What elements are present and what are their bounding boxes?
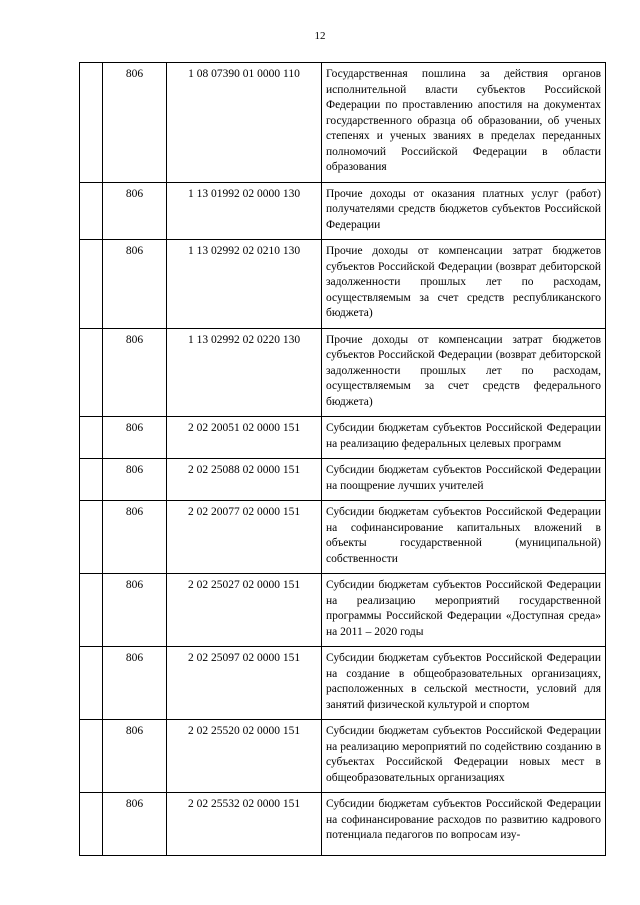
revenue-name-cell: Прочие доходы от компенсации затрат бюджетов субъектов Российской Федерации (возврат дебиторской задолженности прошлых лет по расходам, осуществляемым за счет средств федерального бюджета) [322,328,606,417]
revenue-code-cell: 1 13 02992 02 0220 130 [167,328,322,417]
admin-code-cell: 806 [103,63,167,183]
revenue-codes-table [79,62,606,856]
table-row [80,501,606,574]
revenue-name-cell: Прочие доходы от оказания платных услуг (работ) получателями средств бюджетов субъектов Российской Федерации [322,182,606,240]
revenue-name-cell: Субсидии бюджетам субъектов Российской Федерации на поощрение лучших учителей [322,459,606,501]
table-row [80,182,606,240]
blank-cell [80,501,103,574]
blank-cell [80,459,103,501]
admin-code-cell: 806 [103,574,167,647]
revenue-code-cell: 2 02 25027 02 0000 151 [167,574,322,647]
admin-code-cell: 806 [103,182,167,240]
revenue-name-cell: Субсидии бюджетам субъектов Российской Федерации на реализацию мероприятий по содействию созданию в субъектах Российской Федерации новых мест в общеобразовательных организациях [322,720,606,793]
table-row [80,328,606,417]
revenue-code-cell: 2 02 25097 02 0000 151 [167,647,322,720]
revenue-code-cell: 2 02 20051 02 0000 151 [167,417,322,459]
revenue-code-cell: 2 02 25520 02 0000 151 [167,720,322,793]
revenue-code-cell: 2 02 25088 02 0000 151 [167,459,322,501]
revenue-name-cell [322,793,606,856]
blank-cell [80,63,103,183]
table-row [80,240,606,329]
admin-code-cell: 806 [103,459,167,501]
admin-code-cell: 806 [103,240,167,329]
revenue-name-cell: Субсидии бюджетам субъектов Российской Федерации на создание в общеобразовательных организациях, расположенных в сельской местности, условий для занятий физической культурой и спортом [322,647,606,720]
admin-code-cell: 806 [103,647,167,720]
table-row [80,63,606,183]
blank-cell [80,574,103,647]
blank-cell [80,328,103,417]
admin-code-cell: 806 [103,793,167,856]
blank-cell [80,417,103,459]
table-row [80,647,606,720]
table-row [80,417,606,459]
page-number: 12 [314,30,326,42]
blank-cell [80,182,103,240]
table-row [80,720,606,793]
revenue-name-cell: Субсидии бюджетам субъектов Российской Федерации на софинансирование капитальных вложений в объекты государственной (муниципальной) собственности [322,501,606,574]
revenue-code-cell: 1 13 02992 02 0210 130 [167,240,322,329]
revenue-code-cell: 2 02 20077 02 0000 151 [167,501,322,574]
blank-cell [80,647,103,720]
admin-code-cell: 806 [103,501,167,574]
admin-code-cell: 806 [103,720,167,793]
revenue-code-cell: 1 13 01992 02 0000 130 [167,182,322,240]
revenue-code-cell: 1 08 07390 01 0000 110 [167,63,322,183]
revenue-code-cell: 2 02 25532 02 0000 151 [167,793,322,856]
table-row [80,459,606,501]
revenue-name-cell: Государственная пошлина за действия органов исполнительной власти субъектов Российской Федерации по проставлению апостиля на документах государственного образца об образовании, об ученых степенях и ученых званиях в пределах переданных полномочий Российской Федерации в области образования [322,63,606,183]
table-row [80,574,606,647]
admin-code-cell: 806 [103,328,167,417]
admin-code-cell: 806 [103,417,167,459]
revenue-name-cell: Субсидии бюджетам субъектов Российской Федерации на реализацию мероприятий государственной программы Российской Федерации «Доступная среда» на 2011 – 2020 годы [322,574,606,647]
blank-cell [80,720,103,793]
blank-cell [80,793,103,856]
table-row [80,793,606,856]
revenue-name-text: Субсидии бюджетам субъектов Российской Федерации на софинансирование расходов по развитию кадрового потенциала педагогов по вопросам изу- [326,798,601,841]
revenue-name-cell: Субсидии бюджетам субъектов Российской Федерации на реализацию федеральных целевых программ [322,417,606,459]
revenue-name-cell: Прочие доходы от компенсации затрат бюджетов субъектов Российской Федерации (возврат дебиторской задолженности прошлых лет по расходам, осуществляемым за счет средств республиканского бюджета) [322,240,606,329]
blank-cell [80,240,103,329]
